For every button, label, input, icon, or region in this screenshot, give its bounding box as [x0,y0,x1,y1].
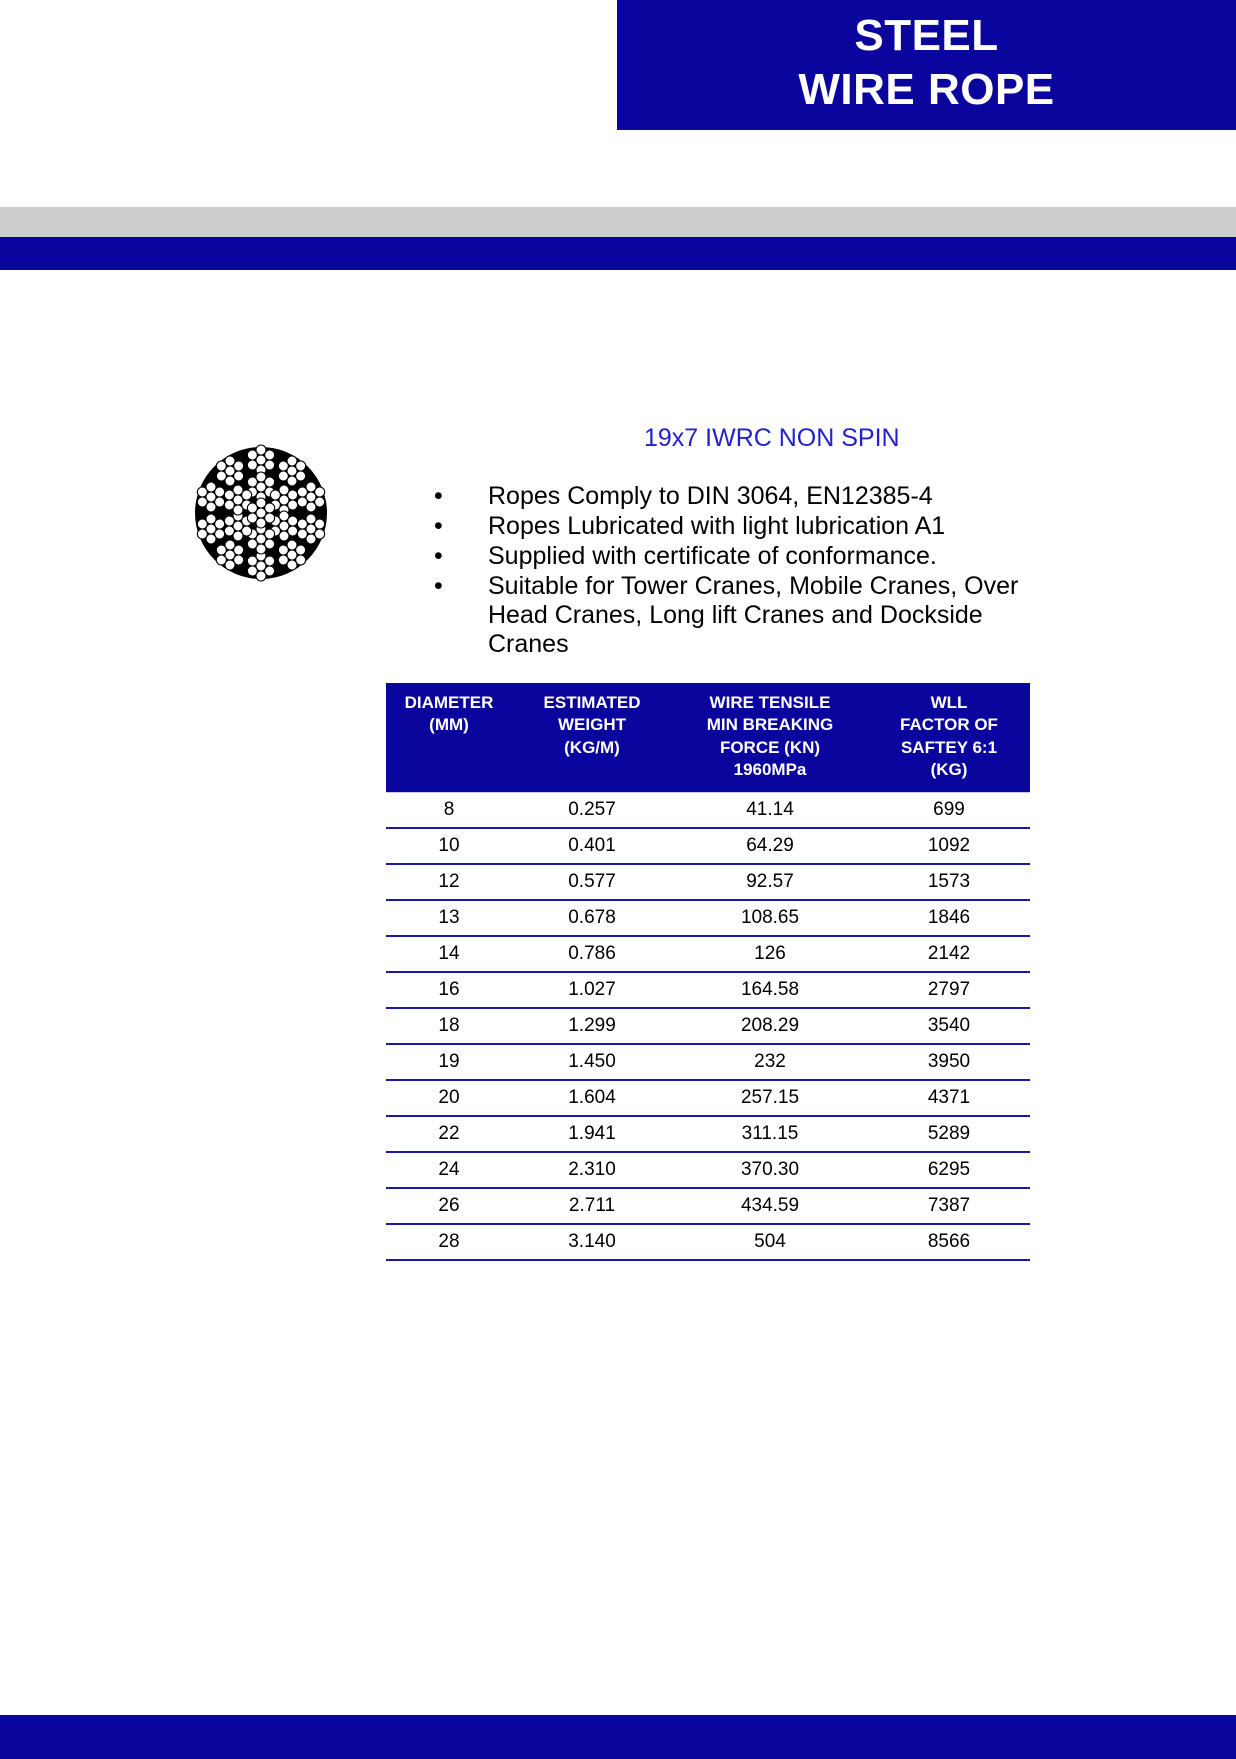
spec-bullet-text: Ropes Lubricated with light lubrication A1 [488,512,946,540]
cell-breaking-force: 257.15 [672,1080,868,1116]
header-title-line-2: WIRE ROPE [798,65,1055,114]
cell-breaking-force: 126 [672,936,868,972]
cell-wll: 8566 [868,1224,1030,1260]
table-row [386,864,1030,900]
cell-breaking-force: 311.15 [672,1116,868,1152]
cell-estimated-weight: 1.027 [512,972,672,1008]
cell-wll: 3950 [868,1044,1030,1080]
cell-wll: 6295 [868,1152,1030,1188]
specification-table [386,683,1030,1261]
cell-wll: 5289 [868,1116,1030,1152]
table-row [386,900,1030,936]
product-title: 19x7 IWRC NON SPIN [644,424,900,452]
spec-bullet-text: Supplied with certificate of conformance. [488,542,937,570]
spec-bullet-item [430,572,1030,659]
cell-estimated-weight: 0.577 [512,864,672,900]
cell-estimated-weight: 0.678 [512,900,672,936]
cell-diameter: 16 [386,972,512,1008]
cell-diameter: 22 [386,1116,512,1152]
cell-breaking-force: 370.30 [672,1152,868,1188]
spec-bullet-list [430,482,1030,660]
bullet-glyph-icon: • [434,482,443,510]
cell-breaking-force: 232 [672,1044,868,1080]
cell-estimated-weight: 1.299 [512,1008,672,1044]
cell-wll: 1092 [868,828,1030,864]
table-row [386,1008,1030,1044]
spec-bullet-text: Suitable for Tower Cranes, Mobile Cranes, Over Head Cranes, Long lift Cranes and Dockside Cranes [488,572,1019,658]
table-row [386,972,1030,1008]
cell-estimated-weight: 0.786 [512,936,672,972]
cell-wll: 3540 [868,1008,1030,1044]
cell-diameter: 28 [386,1224,512,1260]
cell-breaking-force: 64.29 [672,828,868,864]
cell-breaking-force: 92.57 [672,864,868,900]
cell-breaking-force: 164.58 [672,972,868,1008]
table-row [386,792,1030,828]
column-header-diameter: DIAMETER (MM) [386,683,512,792]
cell-breaking-force: 108.65 [672,900,868,936]
cell-diameter: 12 [386,864,512,900]
table-row [386,1044,1030,1080]
table-header-row [386,683,1030,792]
cell-estimated-weight: 0.401 [512,828,672,864]
cell-wll: 2142 [868,936,1030,972]
table-body [386,792,1030,1260]
cell-estimated-weight: 2.310 [512,1152,672,1188]
column-header-estimated-weight: ESTIMATED WEIGHT (KG/M) [512,683,672,792]
cell-estimated-weight: 1.450 [512,1044,672,1080]
cell-diameter: 14 [386,936,512,972]
rope-cross-section-icon [183,435,339,591]
cell-diameter: 20 [386,1080,512,1116]
spec-bullet-item [430,512,1030,541]
cell-wll: 2797 [868,972,1030,1008]
cell-wll: 1846 [868,900,1030,936]
cell-breaking-force: 41.14 [672,792,868,828]
table-row [386,1116,1030,1152]
cell-diameter: 10 [386,828,512,864]
cell-breaking-force: 434.59 [672,1188,868,1224]
spec-bullet-item [430,482,1030,511]
table-row [386,1080,1030,1116]
bullet-glyph-icon: • [434,542,443,570]
cell-wll: 7387 [868,1188,1030,1224]
bullet-glyph-icon: • [434,572,443,600]
cell-diameter: 26 [386,1188,512,1224]
cell-breaking-force: 504 [672,1224,868,1260]
bullet-glyph-icon: • [434,512,443,540]
cell-diameter: 13 [386,900,512,936]
cell-wll: 1573 [868,864,1030,900]
header-banner [617,0,1236,130]
cell-diameter: 18 [386,1008,512,1044]
table-header [386,683,1030,792]
spec-bullet-text: Ropes Comply to DIN 3064, EN12385-4 [488,482,933,510]
table-row [386,936,1030,972]
blue-divider-bar-bottom [0,1715,1236,1759]
table-row [386,1188,1030,1224]
cell-estimated-weight: 3.140 [512,1224,672,1260]
column-header-min-breaking-force: WIRE TENSILE MIN BREAKING FORCE (KN) 1960MPa [672,683,868,792]
cell-wll: 699 [868,792,1030,828]
table-row [386,828,1030,864]
spec-bullet-item [430,542,1030,571]
cell-wll: 4371 [868,1080,1030,1116]
cell-diameter: 24 [386,1152,512,1188]
cell-estimated-weight: 1.604 [512,1080,672,1116]
specification-table-container [386,683,1030,1261]
column-header-wll: WLL FACTOR OF SAFTEY 6:1 (KG) [868,683,1030,792]
table-row [386,1152,1030,1188]
blue-divider-bar-top [0,237,1236,270]
gray-divider-bar [0,207,1236,237]
cell-diameter: 8 [386,792,512,828]
cell-breaking-force: 208.29 [672,1008,868,1044]
header-title-line-1: STEEL [854,11,999,61]
cell-estimated-weight: 0.257 [512,792,672,828]
cell-estimated-weight: 2.711 [512,1188,672,1224]
cell-estimated-weight: 1.941 [512,1116,672,1152]
cell-diameter: 19 [386,1044,512,1080]
table-row [386,1224,1030,1260]
